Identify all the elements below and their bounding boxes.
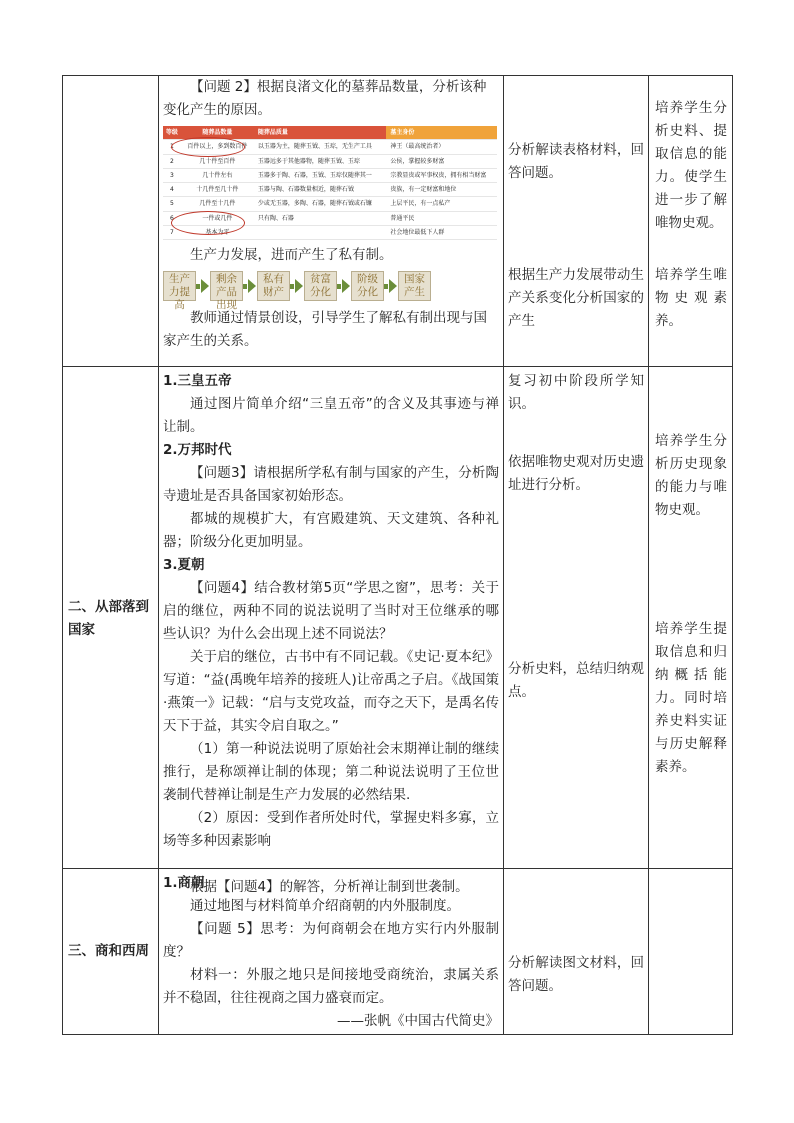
answer-1: （1）第一种说法说明了原始社会末期禅让制的继续推行，是称颂禅让制的体现；第二种说法说明了王位世袭制代替禅让制是生产力发展的必然结果. <box>163 741 499 803</box>
paragraph: 通过图片简单介绍“三皇五帝”的含义及其事迹与禅让制。 <box>163 396 499 435</box>
section-title-2: 二、从部落到国家 <box>68 599 149 638</box>
image-table-header: 等级 随葬品数量 随葬品质量 墓主身份 <box>163 126 497 140</box>
table-row: 3 几十件左右 玉器多于陶、石器，玉钺、玉琮仅随葬其一 宗教显贵或军事权贵，拥有相当财富 <box>163 169 497 183</box>
highlight-oval-top <box>171 137 245 157</box>
arrow-right-icon <box>201 279 209 293</box>
row2-design-intent-1: 培养学生分析历史现象的能力与唯物史观。 <box>655 433 727 518</box>
col-divider-3 <box>648 75 649 1035</box>
section-title-3: 三、商和西周 <box>68 943 149 959</box>
burial-goods-table-image <box>163 126 497 240</box>
answer-2: （2）原因：受到作者所处时代，掌握史料多寡，立场等多种因素影响 <box>163 810 499 849</box>
col-divider-1 <box>158 75 159 1035</box>
heading-sanhuang-wudi: 1.三皇五帝 <box>163 373 232 389</box>
question-5: 【问题 5】思考：为何商朝会在地方实行内外服制度？ <box>163 921 499 960</box>
flow-step: 国家产生 <box>398 271 431 301</box>
table-row: 5 几件至十几件 少或无玉器，多陶、石器，随葬石钺或石镰 上层平民，有一点私产 <box>163 197 497 211</box>
flow-step: 贫富分化 <box>304 271 337 301</box>
source-citation: ——张帆《中国古代简史》 <box>337 1013 499 1029</box>
flow-step: 剩余产品出现 <box>210 271 243 301</box>
material-1: 材料一：外服之地只是间接地受商统治，隶属关系并不稳固，往往视商之国力盛衰而定。 <box>163 967 499 1006</box>
heading-xia: 3.夏朝 <box>163 557 205 573</box>
row-divider-1 <box>62 366 733 367</box>
arrow-right-icon <box>295 279 303 293</box>
table-row: 1 百件以上，多到数百件 以玉器为主，随葬玉钺、玉琮，无生产工具 神王（最高统治者） <box>163 140 497 154</box>
table-row: 6 一件或几件 只有陶、石器 普通平民 <box>163 212 497 226</box>
arrow-right-icon <box>342 279 350 293</box>
state-formation-flowchart <box>163 271 499 312</box>
paragraph: 关于启的继位，古书中有不同记载。《史记·夏本纪》写道：“益(禹晚年培养的接班人)让帝禹之子启。《战国策·燕策一》记载：“启与支党攻益，而夺之天下，是禹名传天下于益，其实令启自取之。” <box>163 649 499 734</box>
paragraph: 通过地图与材料简单介绍商朝的内外服制度。 <box>190 898 460 914</box>
question-3: 【问题3】请根据所学私有制与国家的产生，分析陶寺遗址是否具备国家初始形态。 <box>163 465 500 504</box>
row3-student-activity-1: 分析解读图文材料，回答问题。 <box>508 955 644 994</box>
row2-student-activity-2: 依据唯物史观对历史遗址进行分析。 <box>508 454 644 493</box>
row1-student-activity-2: 根据生产力发展带动生产关系变化分析国家的产生 <box>508 267 644 329</box>
row1-design-intent-2: 培养学生唯物史观素养。 <box>655 267 727 329</box>
flow-step: 生产力提高 <box>163 271 196 301</box>
arrow-right-icon <box>389 279 397 293</box>
row1-design-intent-1: 培养学生分析史料、提取信息的能力。使学生进一步了解唯物史观。 <box>655 100 727 231</box>
col-divider-4 <box>732 75 733 1035</box>
productivity-note: 生产力发展，进而产生了私有制。 <box>190 247 393 264</box>
flow-step: 阶级分化 <box>351 271 384 301</box>
col-divider-2 <box>503 75 504 1035</box>
question-2: 【问题 2】根据良渚文化的墓葬品数量，分析该种变化产生的原因。 <box>163 79 487 118</box>
table-row: 7 基本为零 社会地位最低下人群 <box>163 226 497 240</box>
paragraph: 根据【问题4】的解答，分析禅让制到世袭制。 <box>190 879 469 895</box>
flow-step: 私有财产 <box>257 271 290 301</box>
row1-student-activity-1: 分析解读表格材料，回答问题。 <box>508 142 644 181</box>
lesson-plan-table <box>62 75 733 1035</box>
highlight-oval-bottom <box>171 211 245 235</box>
heading-shang: 1.商朝 <box>163 875 205 891</box>
row2-content <box>163 370 499 899</box>
row3-content <box>163 872 499 1033</box>
col-divider-0 <box>62 75 63 1035</box>
row2-student-activity-1: 复习初中阶段所学知识。 <box>508 373 644 412</box>
question-4: 【问题4】结合教材第5页“学思之窗”，思考：关于启的继位，两种不同的说法说明了当时对王位继承的哪些认识？为什么会出现上述不同说法？ <box>163 580 499 642</box>
row1-content <box>163 76 499 353</box>
table-border-bottom <box>62 1034 733 1035</box>
row2-student-activity-3: 分析史料，总结归纳观点。 <box>508 661 644 700</box>
teacher-note: 教师通过情景创设，引导学生了解私有制出现与国家产生的关系。 <box>163 310 487 350</box>
heading-wanbang: 2.万邦时代 <box>163 442 232 458</box>
arrow-right-icon <box>248 279 256 293</box>
table-row: 4 十几件至几十件 玉器与陶、石器数量相近，随葬石钺 贵族，有一定财富和地位 <box>163 183 497 197</box>
paragraph: 都城的规模扩大，有宫殿建筑、天文建筑、各种礼器；阶级分化更加明显。 <box>163 511 499 550</box>
row2-design-intent-2: 培养学生提取信息和归纳概括能力。同时培养史料实证与历史解释素养。 <box>655 621 727 775</box>
table-row: 2 几十件至百件 玉器远多于其他器物，随葬玉钺、玉琮 公侯，掌握较多财富 <box>163 155 497 169</box>
